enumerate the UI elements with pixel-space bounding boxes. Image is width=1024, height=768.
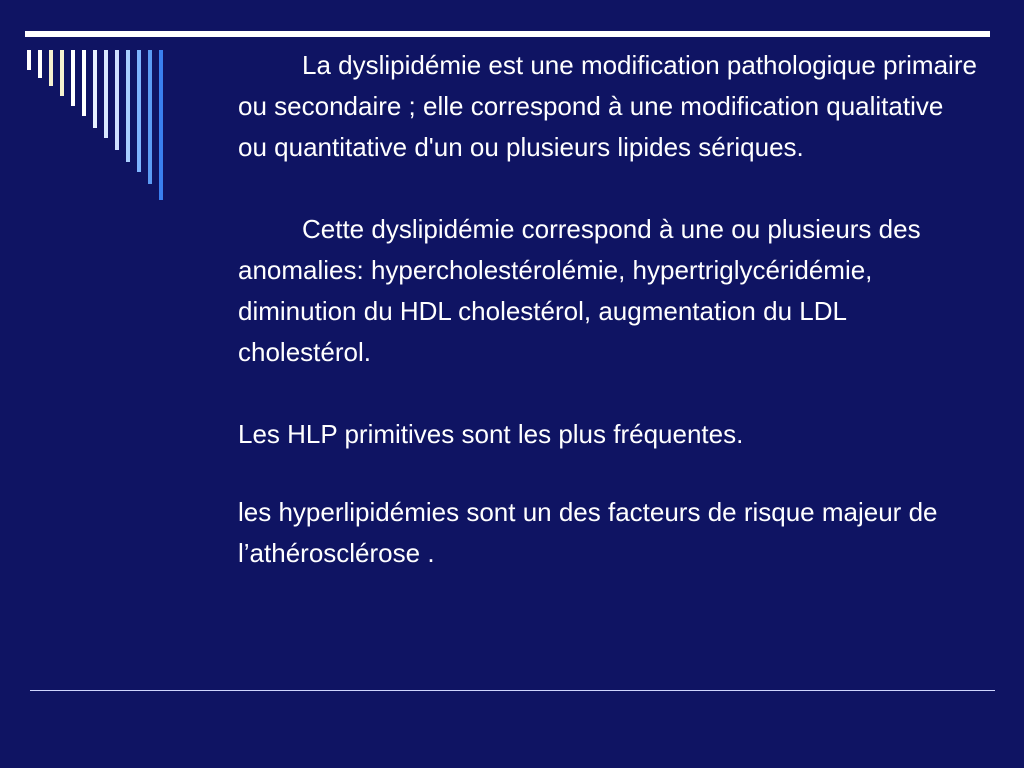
slide-content <box>238 45 978 574</box>
stripe-5 <box>71 50 75 106</box>
stripe-11 <box>137 50 141 172</box>
stripe-6 <box>82 50 86 116</box>
paragraph-risk-factor: les hyperlipidémies sont un des facteurs de risque majeur de l’athérosclérose . <box>238 497 938 568</box>
stripe-12 <box>148 50 152 184</box>
decorative-stripes <box>0 0 180 220</box>
stripe-3 <box>49 50 53 86</box>
paragraph-hlp-primitives: Les HLP primitives sont les plus fréquentes. <box>238 419 744 449</box>
bottom-rule <box>30 690 995 691</box>
stripe-9 <box>115 50 119 150</box>
paragraph-anomalies: Cette dyslipidémie correspond à une ou plusieurs des anomalies: hypercholestérolémie, hypertriglycéridémie, diminution du HDL cholestérol, augmentation du LDL cholestérol. <box>238 214 921 367</box>
stripe-13 <box>159 50 163 200</box>
stripe-7 <box>93 50 97 128</box>
stripe-1 <box>27 50 31 70</box>
stripe-2 <box>38 50 42 78</box>
stripe-10 <box>126 50 130 162</box>
stripe-8 <box>104 50 108 138</box>
stripe-4 <box>60 50 64 96</box>
paragraph-definition: La dyslipidémie est une modification pathologique primaire ou secondaire ; elle correspond à une modification qualitative ou quantitative d'un ou plusieurs lipides sériques. <box>238 50 977 162</box>
